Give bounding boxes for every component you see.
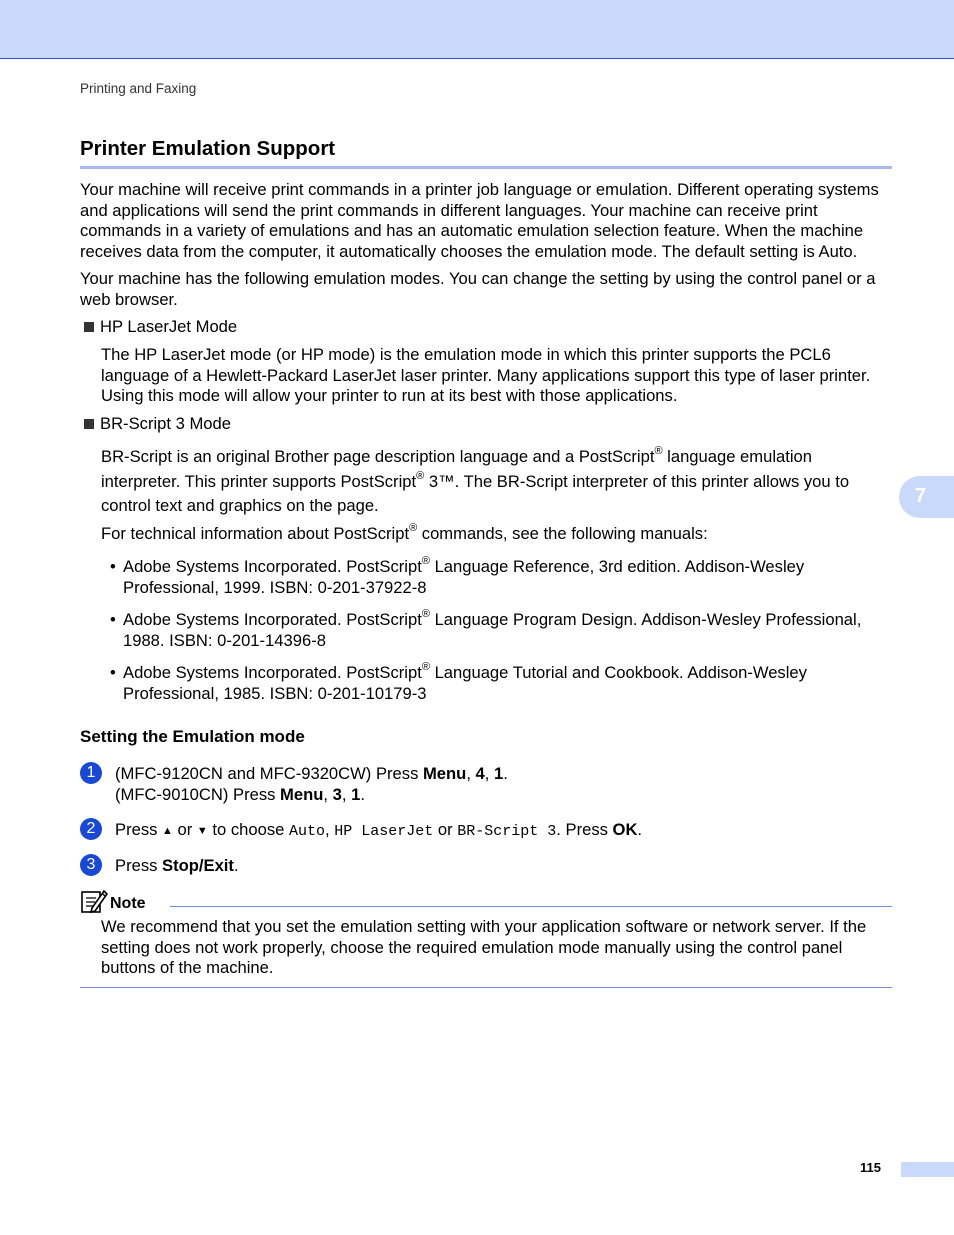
- option-hp-laserjet: HP LaserJet: [334, 823, 434, 840]
- bullet-dot: •: [110, 610, 116, 629]
- header-band: [0, 0, 954, 59]
- intro-paragraph-2: Your machine has the following emulation modes. You can change the setting by using the control panel or a web browser.: [80, 269, 876, 309]
- section-title: Printer Emulation Support: [80, 137, 336, 160]
- option-br-script-3: BR-Script 3: [457, 823, 557, 840]
- bullet-dot: •: [110, 663, 116, 682]
- note-text: We recommend that you set the emulation setting with your application software or network server. If the setting does not work properly, choose the required emulation mode manually using the control panel buttons of the machine.: [101, 917, 867, 977]
- intro-paragraph-1: Your machine will receive print commands in a printer job language or emulation. Different operating systems and applications will send the print commands in different languages. Your machine can receive print commands in a variety of emulations and has an automatic emulation selection feature. When the machine receives data from the computer, it automatically chooses the emulation mode. The default setting is Auto.: [80, 180, 879, 261]
- step-number-badge: 2: [80, 818, 102, 840]
- chapter-tab: [899, 476, 954, 518]
- registered-mark: ®: [654, 445, 663, 458]
- hp-mode-description: The HP LaserJet mode (or HP mode) is the emulation mode in which this printer supports the PCL6 language of a Hewlett-Packard LaserJet laser printer. Many applications support this type of laser printer. Using this mode will allow your printer to run at its best with those applications.: [101, 345, 871, 405]
- step-text: Press Stop/Exit.: [115, 856, 239, 875]
- mode-label: BR-Script 3 Mode: [100, 414, 231, 433]
- note-label: Note: [110, 895, 146, 912]
- br-script-description: BR-Script is an original Brother page description language and a PostScript® language emulation interpreter. This printer supports PostScript® 3™. The BR-Script interpreter of this printer allows you to control text and graphics on the page.: [101, 445, 850, 515]
- bullet-dot: •: [110, 557, 116, 576]
- page-number: 115: [860, 1160, 881, 1175]
- registered-mark: ®: [416, 469, 425, 482]
- square-bullet-icon: [84, 322, 94, 332]
- note-pencil-icon: [80, 888, 108, 914]
- mode-item-br-script: [84, 414, 231, 435]
- mode-item-hp-laserjet: [84, 317, 237, 338]
- step-number-badge: 1: [80, 762, 102, 784]
- step-text: Press ▲ or ▼ to choose Auto, HP LaserJet or BR-Script 3. Press OK.: [115, 820, 643, 840]
- option-auto: Auto: [288, 823, 325, 840]
- page-number-band: [901, 1162, 954, 1177]
- tech-info-paragraph: For technical information about PostScript® commands, see the following manuals:: [101, 522, 708, 543]
- note-rule-top: [170, 906, 892, 907]
- registered-mark: ®: [409, 522, 418, 535]
- chapter-number: 7: [915, 485, 927, 507]
- note-rule-bottom: [80, 987, 892, 988]
- breadcrumb: Printing and Faxing: [80, 81, 197, 96]
- manual-citation: Adobe Systems Incorporated. PostScript® Language Reference, 3rd edition. Addison-Wesley Professional, 1999. ISBN: 0-201-37922-8: [123, 555, 805, 597]
- mode-label: HP LaserJet Mode: [100, 317, 238, 336]
- subsection-title: Setting the Emulation mode: [80, 727, 305, 746]
- step-number-badge: 3: [80, 854, 102, 876]
- section-title-rule: [80, 166, 892, 169]
- down-arrow-icon: ▼: [196, 825, 208, 837]
- up-arrow-icon: ▲: [162, 825, 173, 837]
- manual-citation: Adobe Systems Incorporated. PostScript® Language Tutorial and Cookbook. Addison-Wesley Professional, 1985. ISBN: 0-201-10179-3: [123, 661, 807, 703]
- square-bullet-icon: [84, 419, 94, 429]
- step-text: (MFC-9120CN and MFC-9320CW) Press Menu, 4, 1. (MFC-9010CN) Press Menu, 3, 1.: [115, 764, 508, 804]
- manual-citation: Adobe Systems Incorporated. PostScript® Language Program Design. Addison-Wesley Professional, 1988. ISBN: 0-201-14396-8: [123, 608, 862, 650]
